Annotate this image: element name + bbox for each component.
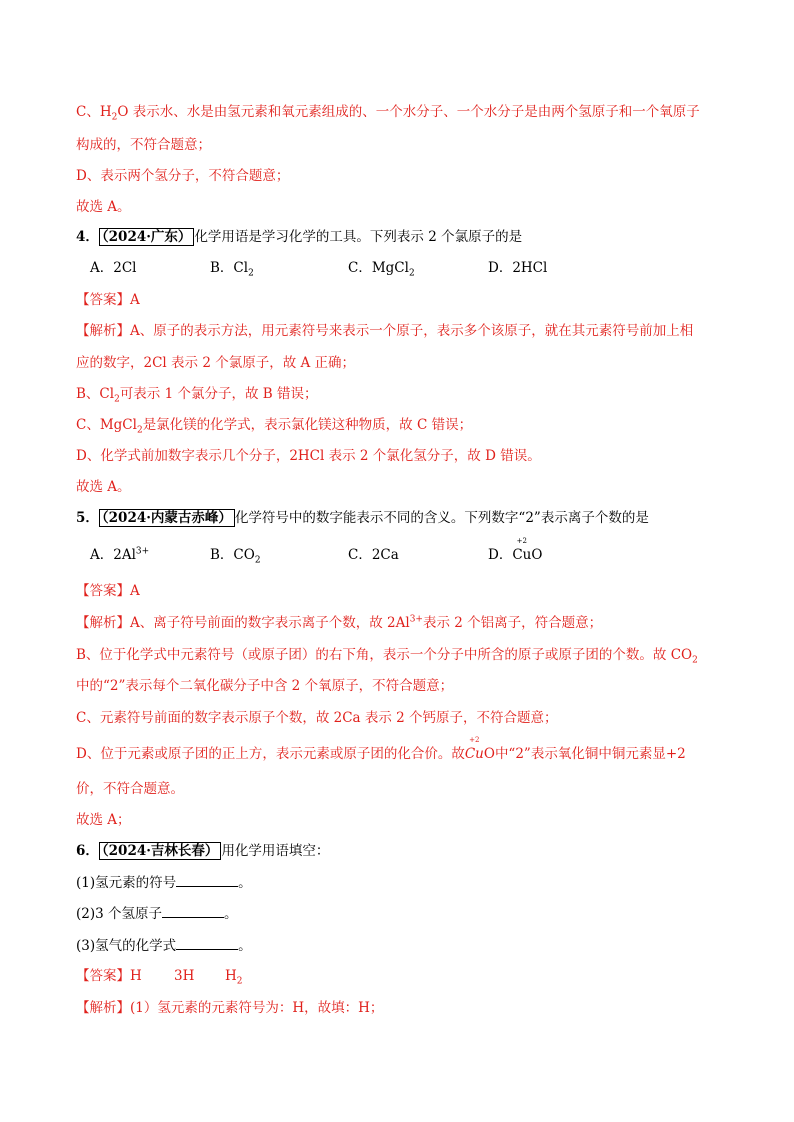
- question-6-explanation: 【解析】(1）氢元素的元素符号为：H，故填：H；: [76, 1000, 384, 1016]
- question-5-explanation-d-cont: 价，不符合题意。: [76, 781, 184, 797]
- question-6-item-3: (3)氢气的化学式 。: [76, 938, 252, 954]
- question-5-explanation-b-cont: 中的“2”表示每个二氧化碳分子中含 2 个氧原子，不符合题意；: [76, 678, 454, 694]
- valence-cu: +2 Cu: [464, 736, 484, 762]
- question-5-explanation-b: B、位于化学式中元素符号（或原子团）的右下角，表示一个分子中所含的原子或原子团的个数。故 $CO_2$: [76, 647, 698, 666]
- answer-3: $H_2$: [225, 968, 243, 987]
- option-b: B．$Cl_2$: [210, 260, 254, 279]
- answer-1: H: [130, 968, 142, 984]
- prev-explanation-c-cont: 构成的，不符合题意；: [76, 137, 211, 153]
- question-5-explanation-c: C、元素符号前面的数字表示原子个数，故 2Ca 表示 2 个钙原子，不符合题意；: [76, 710, 558, 726]
- question-6-item-2: (2)3 个氢原子 。: [76, 906, 238, 922]
- option-d: D． +2 CuO: [488, 537, 543, 563]
- question-4-stem: 4． （2024·广东） 化学用语是学习化学的工具。下列表示 2 个氯原子的是: [76, 229, 523, 245]
- option-a: A．2Cl: [90, 260, 137, 276]
- answer-2: 3H: [174, 968, 195, 984]
- question-4-explanation-c: C、MgCl$_2$是氯化镁的化学式，表示氯化镁这种物质，故 C 错误；: [76, 417, 473, 436]
- question-5-source: （2024·内蒙古赤峰）: [99, 509, 235, 527]
- question-4-explanation-a: 【解析】A、原子的表示方法，用元素符号来表示一个原子，表示多个该原子，就在其元素符号前加上相: [76, 323, 694, 339]
- question-4-explanation-b: B、$Cl_2$可表示 1 个氯分子，故 B 错误；: [76, 386, 318, 405]
- question-5-stem: 5． （2024·内蒙古赤峰） 化学符号中的数字能表示不同的含义。下列数字“2”表示离子个数的是: [76, 510, 649, 526]
- question-5-answer: 【答案】A: [76, 583, 140, 599]
- answer-blank[interactable]: [176, 874, 238, 887]
- prev-explanation-d: D、表示两个氢分子，不符合题意；: [76, 168, 290, 184]
- question-4-explanation-a-cont: 应的数字，2Cl 表示 2 个氯原子，故 A 正确；: [76, 355, 356, 371]
- option-b: B．$CO_2$: [210, 547, 261, 566]
- valence-cu: +2 Cu: [512, 537, 532, 563]
- answer-blank[interactable]: [176, 937, 238, 950]
- question-6-source: （2024·吉林长春）: [99, 842, 222, 860]
- prev-explanation-c: C、$H_2O$ 表示水、水是由氢元素和氧元素组成的、一个水分子、一个水分子是由两个氢原子和一个氧原子: [76, 104, 700, 123]
- option-c: C．MgCl$_2$: [348, 260, 415, 279]
- question-5-explanation-d: D、位于元素或原子团的正上方，表示元素或原子团的化合价。故 +2 CuO中“2”表示氧化铜中铜元素显+2: [76, 736, 686, 762]
- answer-blank[interactable]: [162, 905, 224, 918]
- question-6-answer: 【答案】 H 3H $H_2$: [76, 968, 243, 987]
- question-6-item-1: (1)氢元素的符号 。: [76, 875, 252, 891]
- option-d: D．2HCl: [488, 260, 548, 276]
- question-4-source: （2024·广东）: [99, 228, 195, 246]
- question-5-explanation-a: 【解析】A、离子符号前面的数字表示离子个数，故 $2Al^{3+}$表示 2 个铝离子，符合题意；: [76, 614, 603, 631]
- question-5-conclusion: 故选 A；: [76, 812, 131, 828]
- option-a: A．$2Al^{3+}$: [90, 546, 150, 563]
- question-4-conclusion: 故选 A。: [76, 479, 131, 495]
- option-c: C．2Ca: [348, 547, 399, 563]
- question-6-stem: 6． （2024·吉林长春） 用化学用语填空：: [76, 843, 330, 859]
- question-4-explanation-d: D、化学式前加数字表示几个分子，2HCl 表示 2 个氯化氢分子，故 D 错误。: [76, 448, 541, 464]
- question-4-answer: 【答案】A: [76, 292, 140, 308]
- prev-conclusion: 故选 A。: [76, 199, 131, 215]
